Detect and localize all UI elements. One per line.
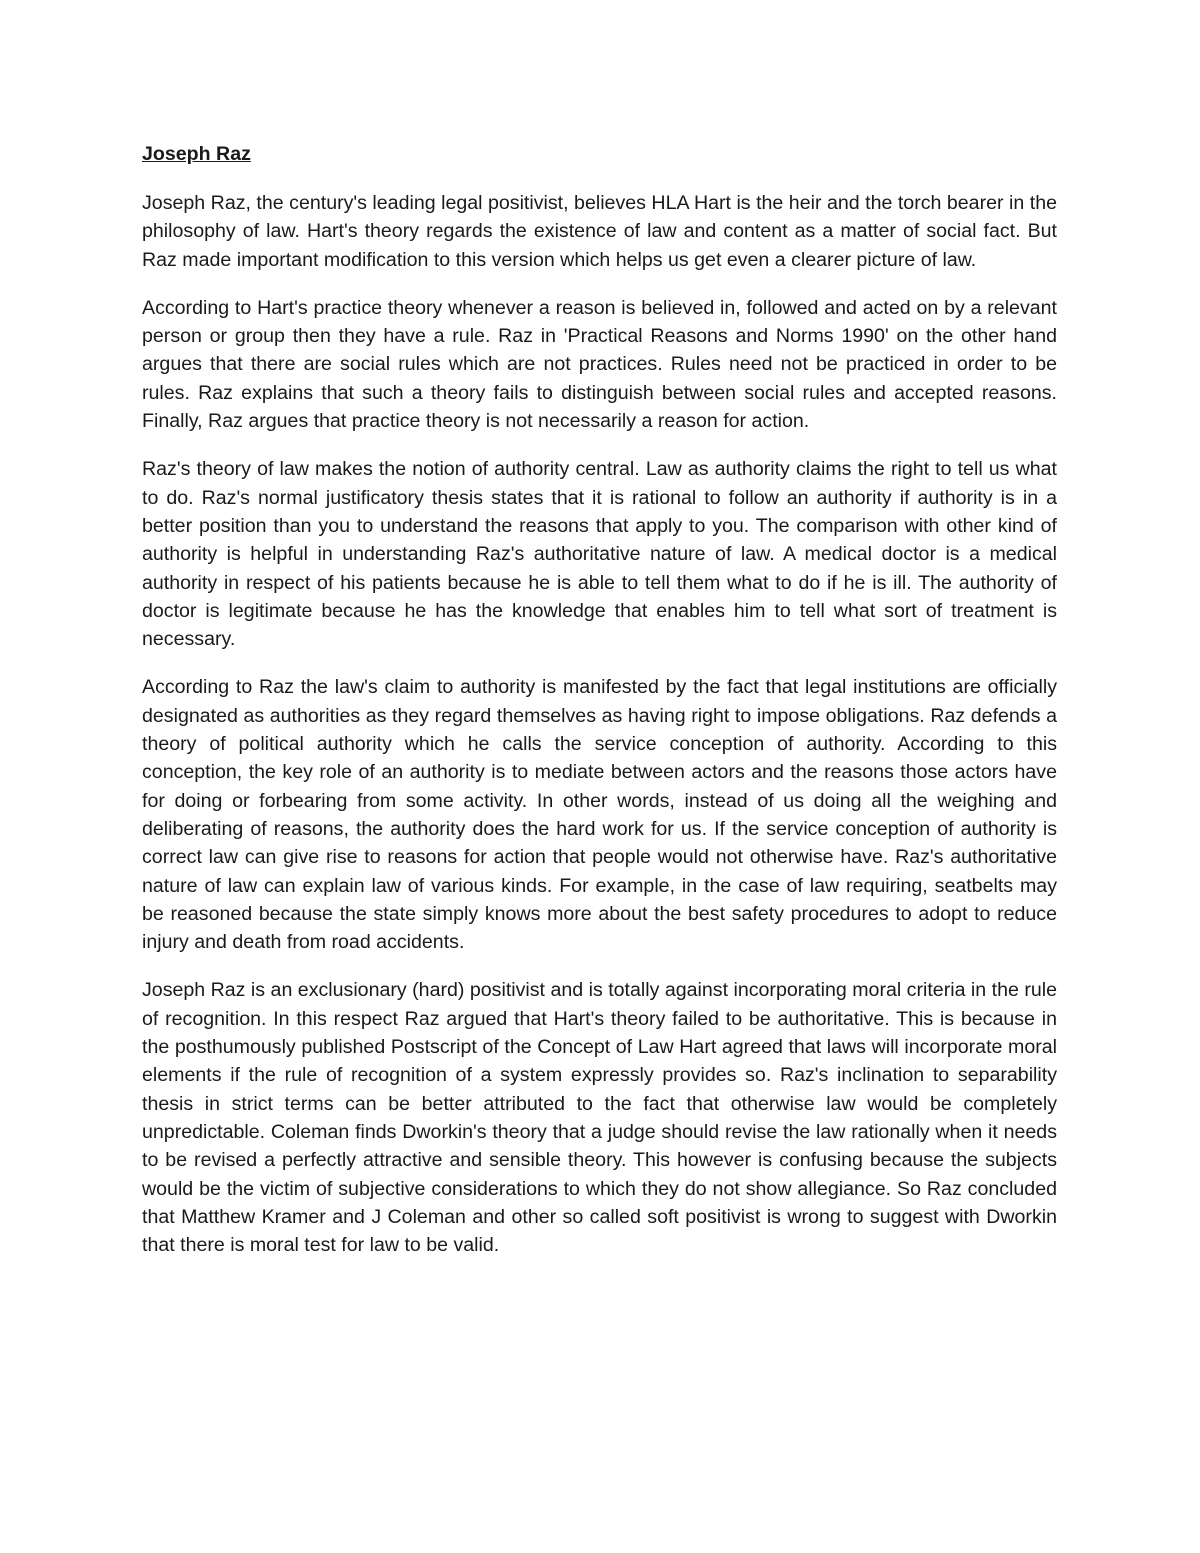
paragraph-5: Joseph Raz is an exclusionary (hard) positivist and is totally against incorporating moral criteria in the rule of recognition. In this respect Raz argued that Hart's theory failed to be authoritative. This is because in the posthumously published Postscript of the Concept of Law Hart agreed that laws will incorporate moral elements if the rule of recognition of a system expressly provides so. Raz's inclination to separability thesis in strict terms can be better attributed to the fact that otherwise law would be completely unpredictable. Coleman finds Dworkin's theory that a judge should revise the law rationally when it needs to be revised a perfectly attractive and sensible theory. This however is confusing because the subjects would be the victim of subjective considerations to which they do not show allegiance. So Raz concluded that Matthew Kramer and J Coleman and other so called soft positivist is wrong to suggest with Dworkin that there is moral test for law to be valid.: [142, 979, 1057, 1257]
paragraph-4: According to Raz the law's claim to authority is manifested by the fact that legal institutions are officially designated as authorities as they regard themselves as having right to impose obligations. Raz defends a theory of political authority which he calls the service conception of authority. According to this conception, the key role of an authority is to mediate between actors and the reasons those actors have for doing or forbearing from some activity. In other words, instead of us doing all the weighing and deliberating of reasons, the authority does the hard work for us. If the service conception of authority is correct law can give rise to reasons for action that people would not otherwise have. Raz's authoritative nature of law can explain law of various kinds. For example, in the case of law requiring, seatbelts may be reasoned because the state simply knows more about the best safety procedures to adopt to reduce injury and death from road accidents.: [142, 676, 1057, 954]
document-body: [142, 140, 1057, 1279]
paragraph-1: Joseph Raz, the century's leading legal positivist, believes HLA Hart is the heir and the torch bearer in the philosophy of law. Hart's theory regards the existence of law and content as a matter of social fact. But Raz made important modification to this version which helps us get even a clearer picture of law.: [142, 192, 1057, 271]
paragraph-3: Raz's theory of law makes the notion of authority central. Law as authority claims the right to tell us what to do. Raz's normal justificatory thesis states that it is rational to follow an authority if authority is in a better position than you to understand the reasons that apply to you. The comparison with other kind of authority is helpful in understanding Raz's authoritative nature of law. A medical doctor is a medical authority in respect of his patients because he is able to tell them what to do if he is ill. The authority of doctor is legitimate because he has the knowledge that enables him to tell what sort of treatment is necessary.: [142, 458, 1057, 651]
document-title: Joseph Raz: [142, 143, 251, 165]
paragraph-2: According to Hart's practice theory whenever a reason is believed in, followed and acted on by a relevant person or group then they have a rule. Raz in 'Practical Reasons and Norms 1990' on the other hand argues that there are social rules which are not practices. Rules need not be practiced in order to be rules. Raz explains that such a theory fails to distinguish between social rules and accepted reasons. Finally, Raz argues that practice theory is not necessarily a reason for action.: [142, 296, 1057, 433]
